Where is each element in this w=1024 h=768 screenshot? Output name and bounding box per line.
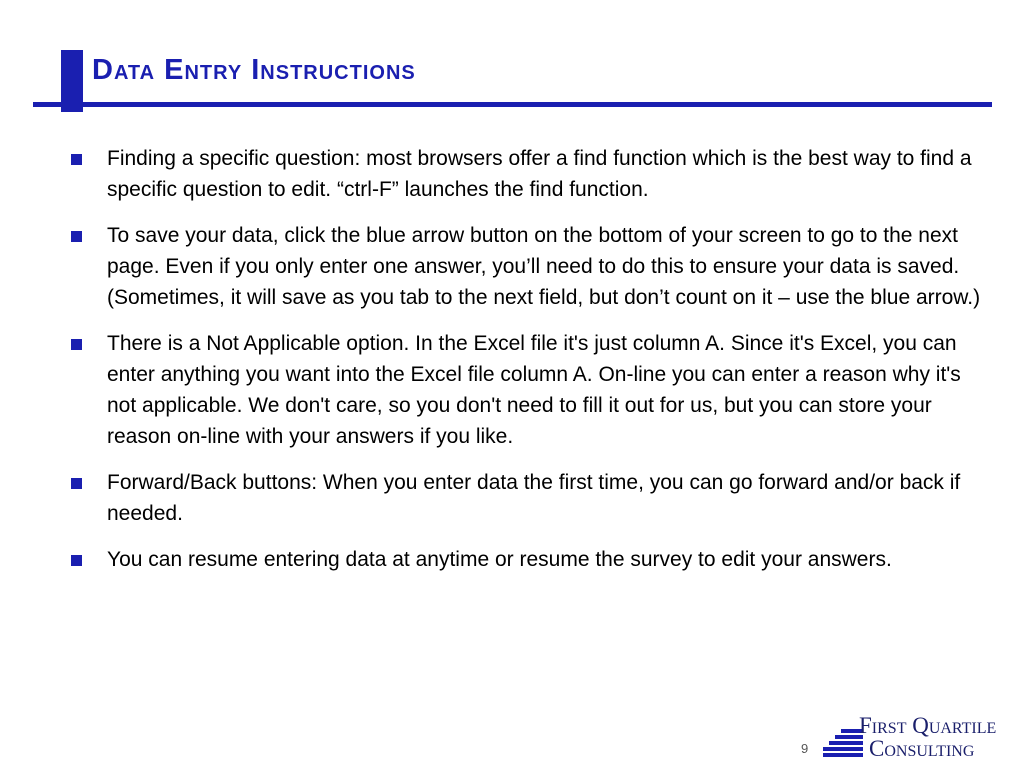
slide-title: Data Entry Instructions (92, 54, 416, 86)
square-bullet-icon (71, 154, 82, 165)
logo-stripes-icon (823, 729, 863, 757)
bullet-item (70, 544, 995, 575)
bullet-text: Forward/Back buttons: When you enter data the first time, you can go forward and/or back if needed. (107, 471, 961, 525)
square-bullet-icon (71, 478, 82, 489)
bullet-text: Finding a specific question: most browsers offer a find function which is the best way to find a specific question to edit. “ctrl-F” launches the find function. (107, 147, 972, 201)
bullet-text: To save your data, click the blue arrow button on the bottom of your screen to go to the next page. Even if you only enter one answer, you’ll need to do this to ensure your data is saved. (Sometimes, it will save as you tab to the next field, but don’t count on it – use the blue arrow.) (107, 224, 981, 309)
bullet-text: You can resume entering data at anytime or resume the survey to edit your answers. (107, 548, 892, 571)
company-logo (823, 713, 1019, 763)
bullet-text: There is a Not Applicable option. In the Excel file it's just column A. Since it's Excel, you can enter anything you want into the Excel file column A. On-line you can enter a reason why it's not applicable. We don't care, so you don't need to fill it out for us, but you can store your reason on-line with your answers if you like. (107, 332, 961, 448)
logo-text-line1: First Quartile (859, 713, 997, 738)
square-bullet-icon (71, 231, 82, 242)
bullet-item (70, 220, 995, 313)
bullet-item (70, 467, 995, 529)
page-number: 9 (801, 741, 809, 756)
square-bullet-icon (71, 555, 82, 566)
bullet-list (70, 143, 995, 590)
logo-text-line2: Consulting (869, 736, 975, 761)
bullet-item (70, 328, 995, 452)
square-bullet-icon (71, 339, 82, 350)
bullet-item (70, 143, 995, 205)
title-underline-rule (33, 102, 992, 107)
